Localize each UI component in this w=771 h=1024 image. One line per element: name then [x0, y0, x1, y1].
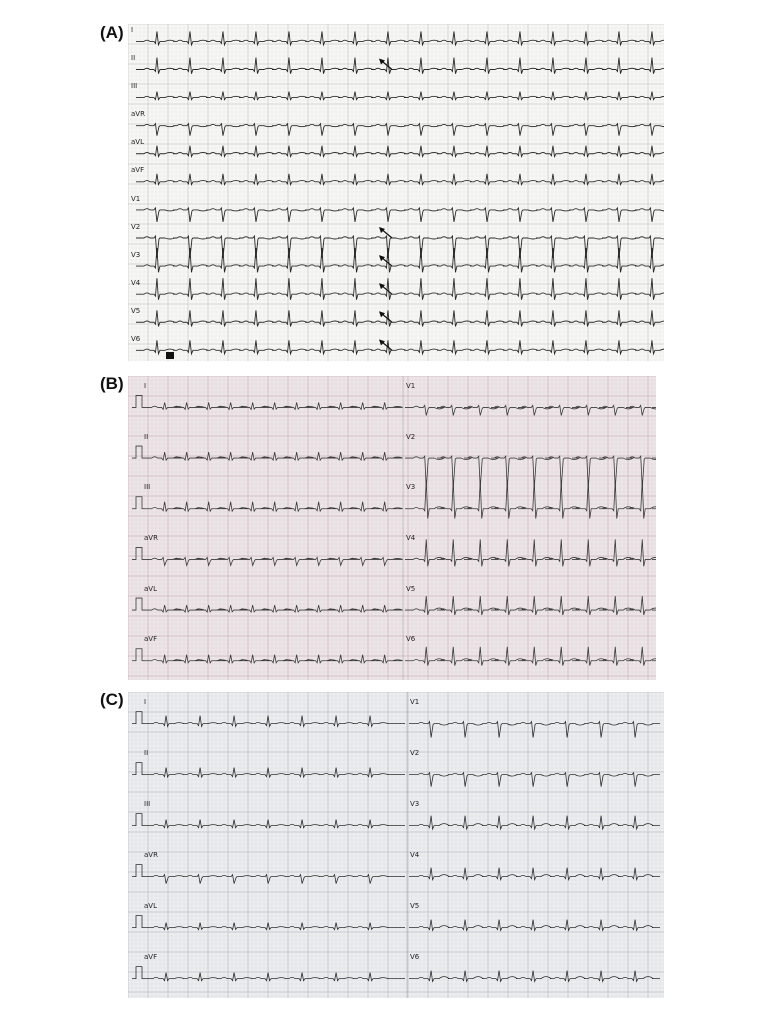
lead-label-ii: II — [144, 432, 149, 441]
lead-label-iii: III — [144, 800, 151, 808]
lead-label-avr: aVR — [144, 534, 158, 542]
panel-b-label: (B) — [100, 374, 124, 393]
ecg-trace-v5 — [405, 596, 656, 615]
lead-label-v1: V1 — [131, 194, 141, 203]
lead-label-v1: V1 — [410, 698, 420, 706]
grid — [128, 24, 664, 361]
panel-a-label: (A) — [100, 23, 124, 42]
ecg-trace-v1 — [405, 405, 656, 415]
ecg-trace-iii — [146, 502, 403, 511]
grid — [128, 376, 656, 680]
lead-label-v5: V5 — [406, 584, 416, 593]
lead-label-v4: V4 — [406, 534, 416, 542]
lead-label-v3: V3 — [406, 483, 416, 492]
lead-label-v1: V1 — [406, 382, 416, 390]
lead-label-v2: V2 — [406, 432, 416, 441]
ecg-panel-c — [128, 692, 664, 998]
ecg-trace-v5 — [409, 920, 660, 931]
ecg-trace-i — [146, 716, 405, 727]
lead-label-v6: V6 — [131, 334, 141, 343]
ecg-trace-avl — [146, 605, 403, 612]
lead-label-iii: III — [144, 483, 151, 492]
arrow-marker-v3 — [379, 255, 392, 266]
lead-label-avr: aVR — [144, 851, 158, 859]
arrow-marker-v5 — [379, 311, 392, 322]
calibration-marker — [166, 352, 174, 359]
panel-c-label: (C) — [100, 690, 124, 709]
lead-label-i: I — [131, 26, 134, 34]
lead-label-i: I — [144, 698, 147, 706]
lead-label-v5: V5 — [131, 306, 141, 315]
lead-label-avl: aVL — [144, 902, 157, 910]
lead-label-v4: V4 — [410, 851, 420, 859]
lead-label-v3: V3 — [131, 250, 141, 259]
lead-label-v2: V2 — [410, 749, 420, 757]
lead-label-avl: aVL — [131, 138, 144, 147]
ecg-trace-v2 — [409, 773, 660, 787]
arrow-marker-v2 — [379, 227, 392, 238]
ecg-panel-b — [128, 376, 656, 680]
lead-label-v3: V3 — [410, 800, 420, 808]
lead-label-avf: aVF — [144, 953, 158, 961]
ecg-trace-avr — [146, 557, 403, 565]
lead-label-avr: aVR — [131, 110, 145, 119]
ecg-trace-v3 — [409, 816, 660, 830]
lead-label-iii: III — [131, 82, 138, 91]
ecg-trace-avl — [146, 923, 405, 930]
lead-label-avf: aVF — [144, 635, 158, 644]
lead-label-v6: V6 — [406, 635, 416, 644]
ecg-trace-i — [146, 402, 403, 409]
lead-label-v2: V2 — [131, 222, 141, 231]
ecg-panel-a — [128, 24, 664, 361]
lead-label-v4: V4 — [131, 278, 141, 287]
ecg-trace-v3 — [405, 481, 656, 519]
lead-label-avl: aVL — [144, 584, 157, 593]
lead-label-i: I — [144, 382, 147, 390]
ecg-trace-avf — [146, 973, 405, 981]
arrow-marker-v6 — [379, 339, 392, 350]
lead-label-v6: V6 — [410, 953, 420, 961]
ecg-trace-v4 — [409, 868, 660, 880]
lead-label-avf: aVF — [131, 166, 145, 175]
ecg-trace-v4 — [405, 539, 656, 566]
lead-label-ii: II — [144, 749, 149, 757]
arrow-marker-v4 — [379, 283, 392, 294]
grid — [128, 692, 664, 998]
lead-label-ii: II — [131, 54, 136, 63]
ecg-trace-iii — [146, 820, 405, 828]
lead-label-v5: V5 — [410, 902, 420, 910]
